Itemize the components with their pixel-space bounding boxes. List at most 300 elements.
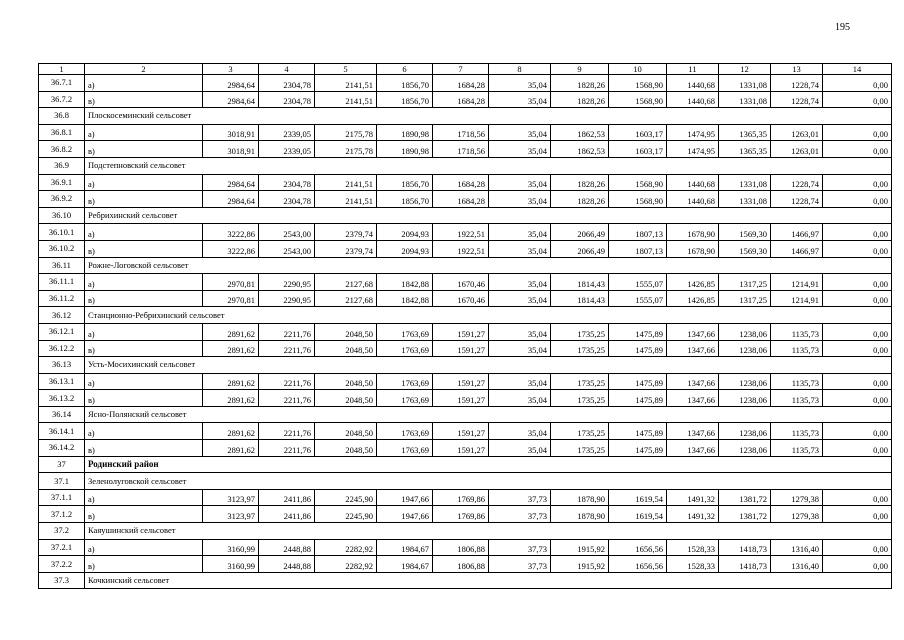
value-cell: 2211,76 [259, 390, 315, 407]
value-cell: 1814,43 [551, 290, 609, 307]
section-row [39, 406, 892, 423]
value-cell: 2211,76 [259, 423, 315, 440]
value-cell: 35,04 [489, 91, 551, 108]
row-label: а) [85, 274, 203, 291]
value-cell: 3123,97 [203, 506, 259, 523]
column-header: 4 [259, 64, 315, 75]
value-cell: 2891,62 [203, 390, 259, 407]
row-code: 36.11.1 [39, 274, 85, 291]
value-cell: 2304,78 [259, 174, 315, 191]
value-cell: 0,00 [823, 124, 892, 141]
section-row [39, 157, 892, 174]
value-cell: 1670,46 [433, 274, 489, 291]
table-row [39, 124, 892, 141]
section-code: 37.1 [39, 473, 85, 490]
value-cell: 1331,08 [719, 75, 771, 92]
value-cell: 35,04 [489, 141, 551, 158]
value-cell: 1475,89 [609, 340, 667, 357]
value-cell: 37,73 [489, 539, 551, 556]
row-label: в) [85, 191, 203, 208]
row-code: 36.8.1 [39, 124, 85, 141]
value-cell: 37,73 [489, 506, 551, 523]
value-cell: 1440,68 [667, 91, 719, 108]
value-cell: 0,00 [823, 373, 892, 390]
value-cell: 1769,86 [433, 506, 489, 523]
value-cell: 1735,25 [551, 373, 609, 390]
row-code: 36.13.1 [39, 373, 85, 390]
value-cell: 2411,86 [259, 489, 315, 506]
value-cell: 1238,06 [719, 440, 771, 457]
row-label: а) [85, 373, 203, 390]
row-code: 36.14.1 [39, 423, 85, 440]
value-cell: 1365,35 [719, 141, 771, 158]
row-code: 36.8.2 [39, 141, 85, 158]
value-cell: 1862,53 [551, 124, 609, 141]
row-label: а) [85, 323, 203, 340]
value-cell: 1475,89 [609, 440, 667, 457]
value-cell: 1475,89 [609, 323, 667, 340]
value-cell: 1922,51 [433, 240, 489, 257]
section-row [39, 207, 892, 224]
value-cell: 1862,53 [551, 141, 609, 158]
value-cell: 1491,32 [667, 489, 719, 506]
column-header: 10 [609, 64, 667, 75]
value-cell: 1763,69 [377, 440, 433, 457]
value-cell: 1426,85 [667, 290, 719, 307]
table-row [39, 323, 892, 340]
value-cell: 1555,07 [609, 290, 667, 307]
table-row [39, 240, 892, 257]
value-cell: 0,00 [823, 440, 892, 457]
page-number: 195 [835, 22, 850, 33]
value-cell: 1806,88 [433, 539, 489, 556]
value-cell: 0,00 [823, 423, 892, 440]
value-cell: 1842,88 [377, 274, 433, 291]
value-cell: 1984,67 [377, 556, 433, 573]
value-cell: 2970,81 [203, 274, 259, 291]
table-row [39, 423, 892, 440]
value-cell: 1214,91 [771, 290, 823, 307]
column-header: 5 [315, 64, 377, 75]
table-row [39, 174, 892, 191]
value-cell: 1528,33 [667, 556, 719, 573]
value-cell: 3160,99 [203, 556, 259, 573]
value-cell: 2282,92 [315, 539, 377, 556]
table-row [39, 489, 892, 506]
row-code: 36.9.2 [39, 191, 85, 208]
value-cell: 2339,05 [259, 124, 315, 141]
value-cell: 1263,01 [771, 124, 823, 141]
value-cell: 35,04 [489, 290, 551, 307]
row-label: а) [85, 489, 203, 506]
table-row [39, 191, 892, 208]
value-cell: 1591,27 [433, 323, 489, 340]
value-cell: 2127,68 [315, 290, 377, 307]
header-row [39, 64, 892, 75]
value-cell: 35,04 [489, 191, 551, 208]
section-row [39, 357, 892, 374]
value-cell: 1684,28 [433, 75, 489, 92]
value-cell: 35,04 [489, 124, 551, 141]
value-cell: 1135,73 [771, 390, 823, 407]
value-cell: 1331,08 [719, 174, 771, 191]
value-cell: 35,04 [489, 224, 551, 241]
value-cell: 1347,66 [667, 323, 719, 340]
value-cell: 1331,08 [719, 191, 771, 208]
section-title: Кочкинский сельсовет [85, 572, 892, 589]
value-cell: 2048,50 [315, 423, 377, 440]
section-row [39, 572, 892, 589]
section-code: 36.13 [39, 357, 85, 374]
value-cell: 1347,66 [667, 390, 719, 407]
value-cell: 1684,28 [433, 174, 489, 191]
value-cell: 1603,17 [609, 141, 667, 158]
value-cell: 1735,25 [551, 440, 609, 457]
section-row [39, 257, 892, 274]
column-header: 3 [203, 64, 259, 75]
value-cell: 0,00 [823, 240, 892, 257]
value-cell: 35,04 [489, 373, 551, 390]
section-code: 36.9 [39, 157, 85, 174]
value-cell: 0,00 [823, 191, 892, 208]
value-cell: 1878,90 [551, 489, 609, 506]
row-code: 36.9.1 [39, 174, 85, 191]
value-cell: 35,04 [489, 274, 551, 291]
value-cell: 1769,86 [433, 489, 489, 506]
row-code: 36.10.2 [39, 240, 85, 257]
value-cell: 1763,69 [377, 340, 433, 357]
value-cell: 1890,98 [377, 124, 433, 141]
row-code: 37.2.2 [39, 556, 85, 573]
value-cell: 1984,67 [377, 539, 433, 556]
value-cell: 0,00 [823, 224, 892, 241]
value-cell: 2290,95 [259, 274, 315, 291]
value-cell: 1238,06 [719, 340, 771, 357]
column-header: 13 [771, 64, 823, 75]
row-label: в) [85, 506, 203, 523]
value-cell: 1135,73 [771, 340, 823, 357]
table-row [39, 274, 892, 291]
column-header: 12 [719, 64, 771, 75]
value-cell: 2094,93 [377, 240, 433, 257]
row-label: в) [85, 290, 203, 307]
value-cell: 2175,78 [315, 124, 377, 141]
value-cell: 1856,70 [377, 191, 433, 208]
value-cell: 35,04 [489, 323, 551, 340]
table-row [39, 373, 892, 390]
value-cell: 1475,89 [609, 373, 667, 390]
value-cell: 1238,06 [719, 423, 771, 440]
value-cell: 2141,51 [315, 91, 377, 108]
value-cell: 1317,25 [719, 290, 771, 307]
table-row [39, 141, 892, 158]
value-cell: 2339,05 [259, 141, 315, 158]
value-cell: 1135,73 [771, 373, 823, 390]
value-cell: 0,00 [823, 91, 892, 108]
table-body [39, 64, 892, 589]
section-title: Ребрихинский сельсовет [85, 207, 892, 224]
value-cell: 1568,90 [609, 191, 667, 208]
value-cell: 2543,00 [259, 240, 315, 257]
row-label: а) [85, 75, 203, 92]
value-cell: 1238,06 [719, 390, 771, 407]
value-cell: 1915,92 [551, 556, 609, 573]
section-code: 36.12 [39, 307, 85, 324]
value-cell: 1347,66 [667, 340, 719, 357]
section-code: 37 [39, 456, 85, 473]
value-cell: 1474,95 [667, 124, 719, 141]
value-cell: 1915,92 [551, 539, 609, 556]
value-cell: 1440,68 [667, 174, 719, 191]
district-row [39, 456, 892, 473]
value-cell: 2970,81 [203, 290, 259, 307]
value-cell: 3123,97 [203, 489, 259, 506]
value-cell: 1418,73 [719, 556, 771, 573]
section-row [39, 523, 892, 540]
section-code: 37.3 [39, 572, 85, 589]
value-cell: 1591,27 [433, 440, 489, 457]
value-cell: 0,00 [823, 340, 892, 357]
column-header: 11 [667, 64, 719, 75]
value-cell: 1466,97 [771, 240, 823, 257]
value-cell: 35,04 [489, 240, 551, 257]
value-cell: 1878,90 [551, 506, 609, 523]
value-cell: 1735,25 [551, 423, 609, 440]
row-code: 36.10.1 [39, 224, 85, 241]
value-cell: 1466,97 [771, 224, 823, 241]
value-cell: 1214,91 [771, 274, 823, 291]
value-cell: 35,04 [489, 75, 551, 92]
value-cell: 2066,49 [551, 240, 609, 257]
value-cell: 1807,13 [609, 240, 667, 257]
value-cell: 2984,64 [203, 75, 259, 92]
value-cell: 2141,51 [315, 174, 377, 191]
value-cell: 1347,66 [667, 373, 719, 390]
value-cell: 1263,01 [771, 141, 823, 158]
table-row [39, 91, 892, 108]
value-cell: 1828,26 [551, 174, 609, 191]
value-cell: 1763,69 [377, 373, 433, 390]
tariff-table [38, 63, 892, 589]
value-cell: 1684,28 [433, 91, 489, 108]
value-cell: 3018,91 [203, 124, 259, 141]
value-cell: 2984,64 [203, 191, 259, 208]
value-cell: 2211,76 [259, 440, 315, 457]
value-cell: 0,00 [823, 539, 892, 556]
column-header: 7 [433, 64, 489, 75]
value-cell: 0,00 [823, 506, 892, 523]
row-label: в) [85, 91, 203, 108]
column-header: 8 [489, 64, 551, 75]
value-cell: 1475,89 [609, 390, 667, 407]
value-cell: 1591,27 [433, 340, 489, 357]
value-cell: 1228,74 [771, 91, 823, 108]
value-cell: 1718,56 [433, 141, 489, 158]
value-cell: 2448,88 [259, 539, 315, 556]
value-cell: 1365,35 [719, 124, 771, 141]
value-cell: 1603,17 [609, 124, 667, 141]
value-cell: 1440,68 [667, 75, 719, 92]
value-cell: 2379,74 [315, 224, 377, 241]
section-code: 36.11 [39, 257, 85, 274]
value-cell: 1814,43 [551, 274, 609, 291]
value-cell: 1947,66 [377, 506, 433, 523]
value-cell: 1279,38 [771, 506, 823, 523]
row-code: 36.13.2 [39, 390, 85, 407]
column-header: 1 [39, 64, 85, 75]
row-label: в) [85, 240, 203, 257]
value-cell: 35,04 [489, 423, 551, 440]
value-cell: 1763,69 [377, 423, 433, 440]
value-cell: 1828,26 [551, 91, 609, 108]
value-cell: 1228,74 [771, 174, 823, 191]
value-cell: 1317,25 [719, 274, 771, 291]
table-row [39, 440, 892, 457]
row-code: 36.14.2 [39, 440, 85, 457]
value-cell: 1228,74 [771, 191, 823, 208]
value-cell: 0,00 [823, 75, 892, 92]
value-cell: 1856,70 [377, 174, 433, 191]
section-title: Зеленолуговской сельсовет [85, 473, 892, 490]
value-cell: 1238,06 [719, 323, 771, 340]
value-cell: 2245,90 [315, 506, 377, 523]
row-label: в) [85, 556, 203, 573]
row-code: 37.1.2 [39, 506, 85, 523]
value-cell: 0,00 [823, 390, 892, 407]
value-cell: 1591,27 [433, 390, 489, 407]
value-cell: 1678,90 [667, 224, 719, 241]
row-label: в) [85, 141, 203, 158]
value-cell: 2048,50 [315, 440, 377, 457]
value-cell: 1569,30 [719, 240, 771, 257]
value-cell: 2891,62 [203, 340, 259, 357]
value-cell: 1418,73 [719, 539, 771, 556]
table-row [39, 556, 892, 573]
column-header: 9 [551, 64, 609, 75]
value-cell: 2141,51 [315, 75, 377, 92]
value-cell: 1316,40 [771, 539, 823, 556]
value-cell: 0,00 [823, 141, 892, 158]
row-label: а) [85, 224, 203, 241]
value-cell: 1856,70 [377, 75, 433, 92]
value-cell: 2211,76 [259, 373, 315, 390]
section-title: Родинский район [85, 456, 892, 473]
row-label: а) [85, 423, 203, 440]
value-cell: 2048,50 [315, 390, 377, 407]
value-cell: 2245,90 [315, 489, 377, 506]
value-cell: 2304,78 [259, 75, 315, 92]
value-cell: 1555,07 [609, 274, 667, 291]
value-cell: 1569,30 [719, 224, 771, 241]
row-label: а) [85, 539, 203, 556]
value-cell: 1491,32 [667, 506, 719, 523]
value-cell: 1856,70 [377, 91, 433, 108]
value-cell: 35,04 [489, 440, 551, 457]
row-label: в) [85, 440, 203, 457]
section-title: Усть-Мосихинский сельсовет [85, 357, 892, 374]
value-cell: 1670,46 [433, 290, 489, 307]
column-header: 2 [85, 64, 203, 75]
row-label: в) [85, 390, 203, 407]
value-cell: 1619,54 [609, 506, 667, 523]
value-cell: 1475,89 [609, 423, 667, 440]
value-cell: 0,00 [823, 556, 892, 573]
value-cell: 1828,26 [551, 75, 609, 92]
value-cell: 2304,78 [259, 91, 315, 108]
value-cell: 1828,26 [551, 191, 609, 208]
value-cell: 1842,88 [377, 290, 433, 307]
value-cell: 2304,78 [259, 191, 315, 208]
section-code: 37.2 [39, 523, 85, 540]
row-code: 36.12.1 [39, 323, 85, 340]
value-cell: 1591,27 [433, 373, 489, 390]
value-cell: 3018,91 [203, 141, 259, 158]
value-cell: 2379,74 [315, 240, 377, 257]
section-code: 36.14 [39, 406, 85, 423]
value-cell: 0,00 [823, 290, 892, 307]
section-code: 36.10 [39, 207, 85, 224]
value-cell: 1806,88 [433, 556, 489, 573]
value-cell: 2290,95 [259, 290, 315, 307]
value-cell: 1568,90 [609, 91, 667, 108]
value-cell: 1279,38 [771, 489, 823, 506]
row-code: 37.2.1 [39, 539, 85, 556]
value-cell: 1718,56 [433, 124, 489, 141]
section-row [39, 108, 892, 125]
value-cell: 2891,62 [203, 423, 259, 440]
value-cell: 1381,72 [719, 506, 771, 523]
section-title: Каяушинский сельсовет [85, 523, 892, 540]
row-code: 36.12.2 [39, 340, 85, 357]
table-row [39, 506, 892, 523]
row-code: 36.7.2 [39, 91, 85, 108]
value-cell: 2048,50 [315, 340, 377, 357]
value-cell: 0,00 [823, 323, 892, 340]
table-row [39, 290, 892, 307]
value-cell: 0,00 [823, 489, 892, 506]
value-cell: 1684,28 [433, 191, 489, 208]
value-cell: 1807,13 [609, 224, 667, 241]
value-cell: 0,00 [823, 174, 892, 191]
value-cell: 2066,49 [551, 224, 609, 241]
value-cell: 1347,66 [667, 423, 719, 440]
value-cell: 2891,62 [203, 440, 259, 457]
value-cell: 1474,95 [667, 141, 719, 158]
value-cell: 2543,00 [259, 224, 315, 241]
section-title: Рожне-Логовской сельсовет [85, 257, 892, 274]
value-cell: 1528,33 [667, 539, 719, 556]
value-cell: 37,73 [489, 489, 551, 506]
value-cell: 2141,51 [315, 191, 377, 208]
value-cell: 2891,62 [203, 373, 259, 390]
section-title: Плоскосеминский сельсовет [85, 108, 892, 125]
value-cell: 1135,73 [771, 323, 823, 340]
value-cell: 2891,62 [203, 323, 259, 340]
value-cell: 1763,69 [377, 390, 433, 407]
table-row [39, 224, 892, 241]
value-cell: 1947,66 [377, 489, 433, 506]
value-cell: 3160,99 [203, 539, 259, 556]
row-label: а) [85, 174, 203, 191]
value-cell: 1656,56 [609, 539, 667, 556]
value-cell: 2984,64 [203, 91, 259, 108]
value-cell: 3222,86 [203, 224, 259, 241]
value-cell: 2984,64 [203, 174, 259, 191]
value-cell: 35,04 [489, 174, 551, 191]
row-code: 37.1.1 [39, 489, 85, 506]
value-cell: 1381,72 [719, 489, 771, 506]
value-cell: 1735,25 [551, 340, 609, 357]
